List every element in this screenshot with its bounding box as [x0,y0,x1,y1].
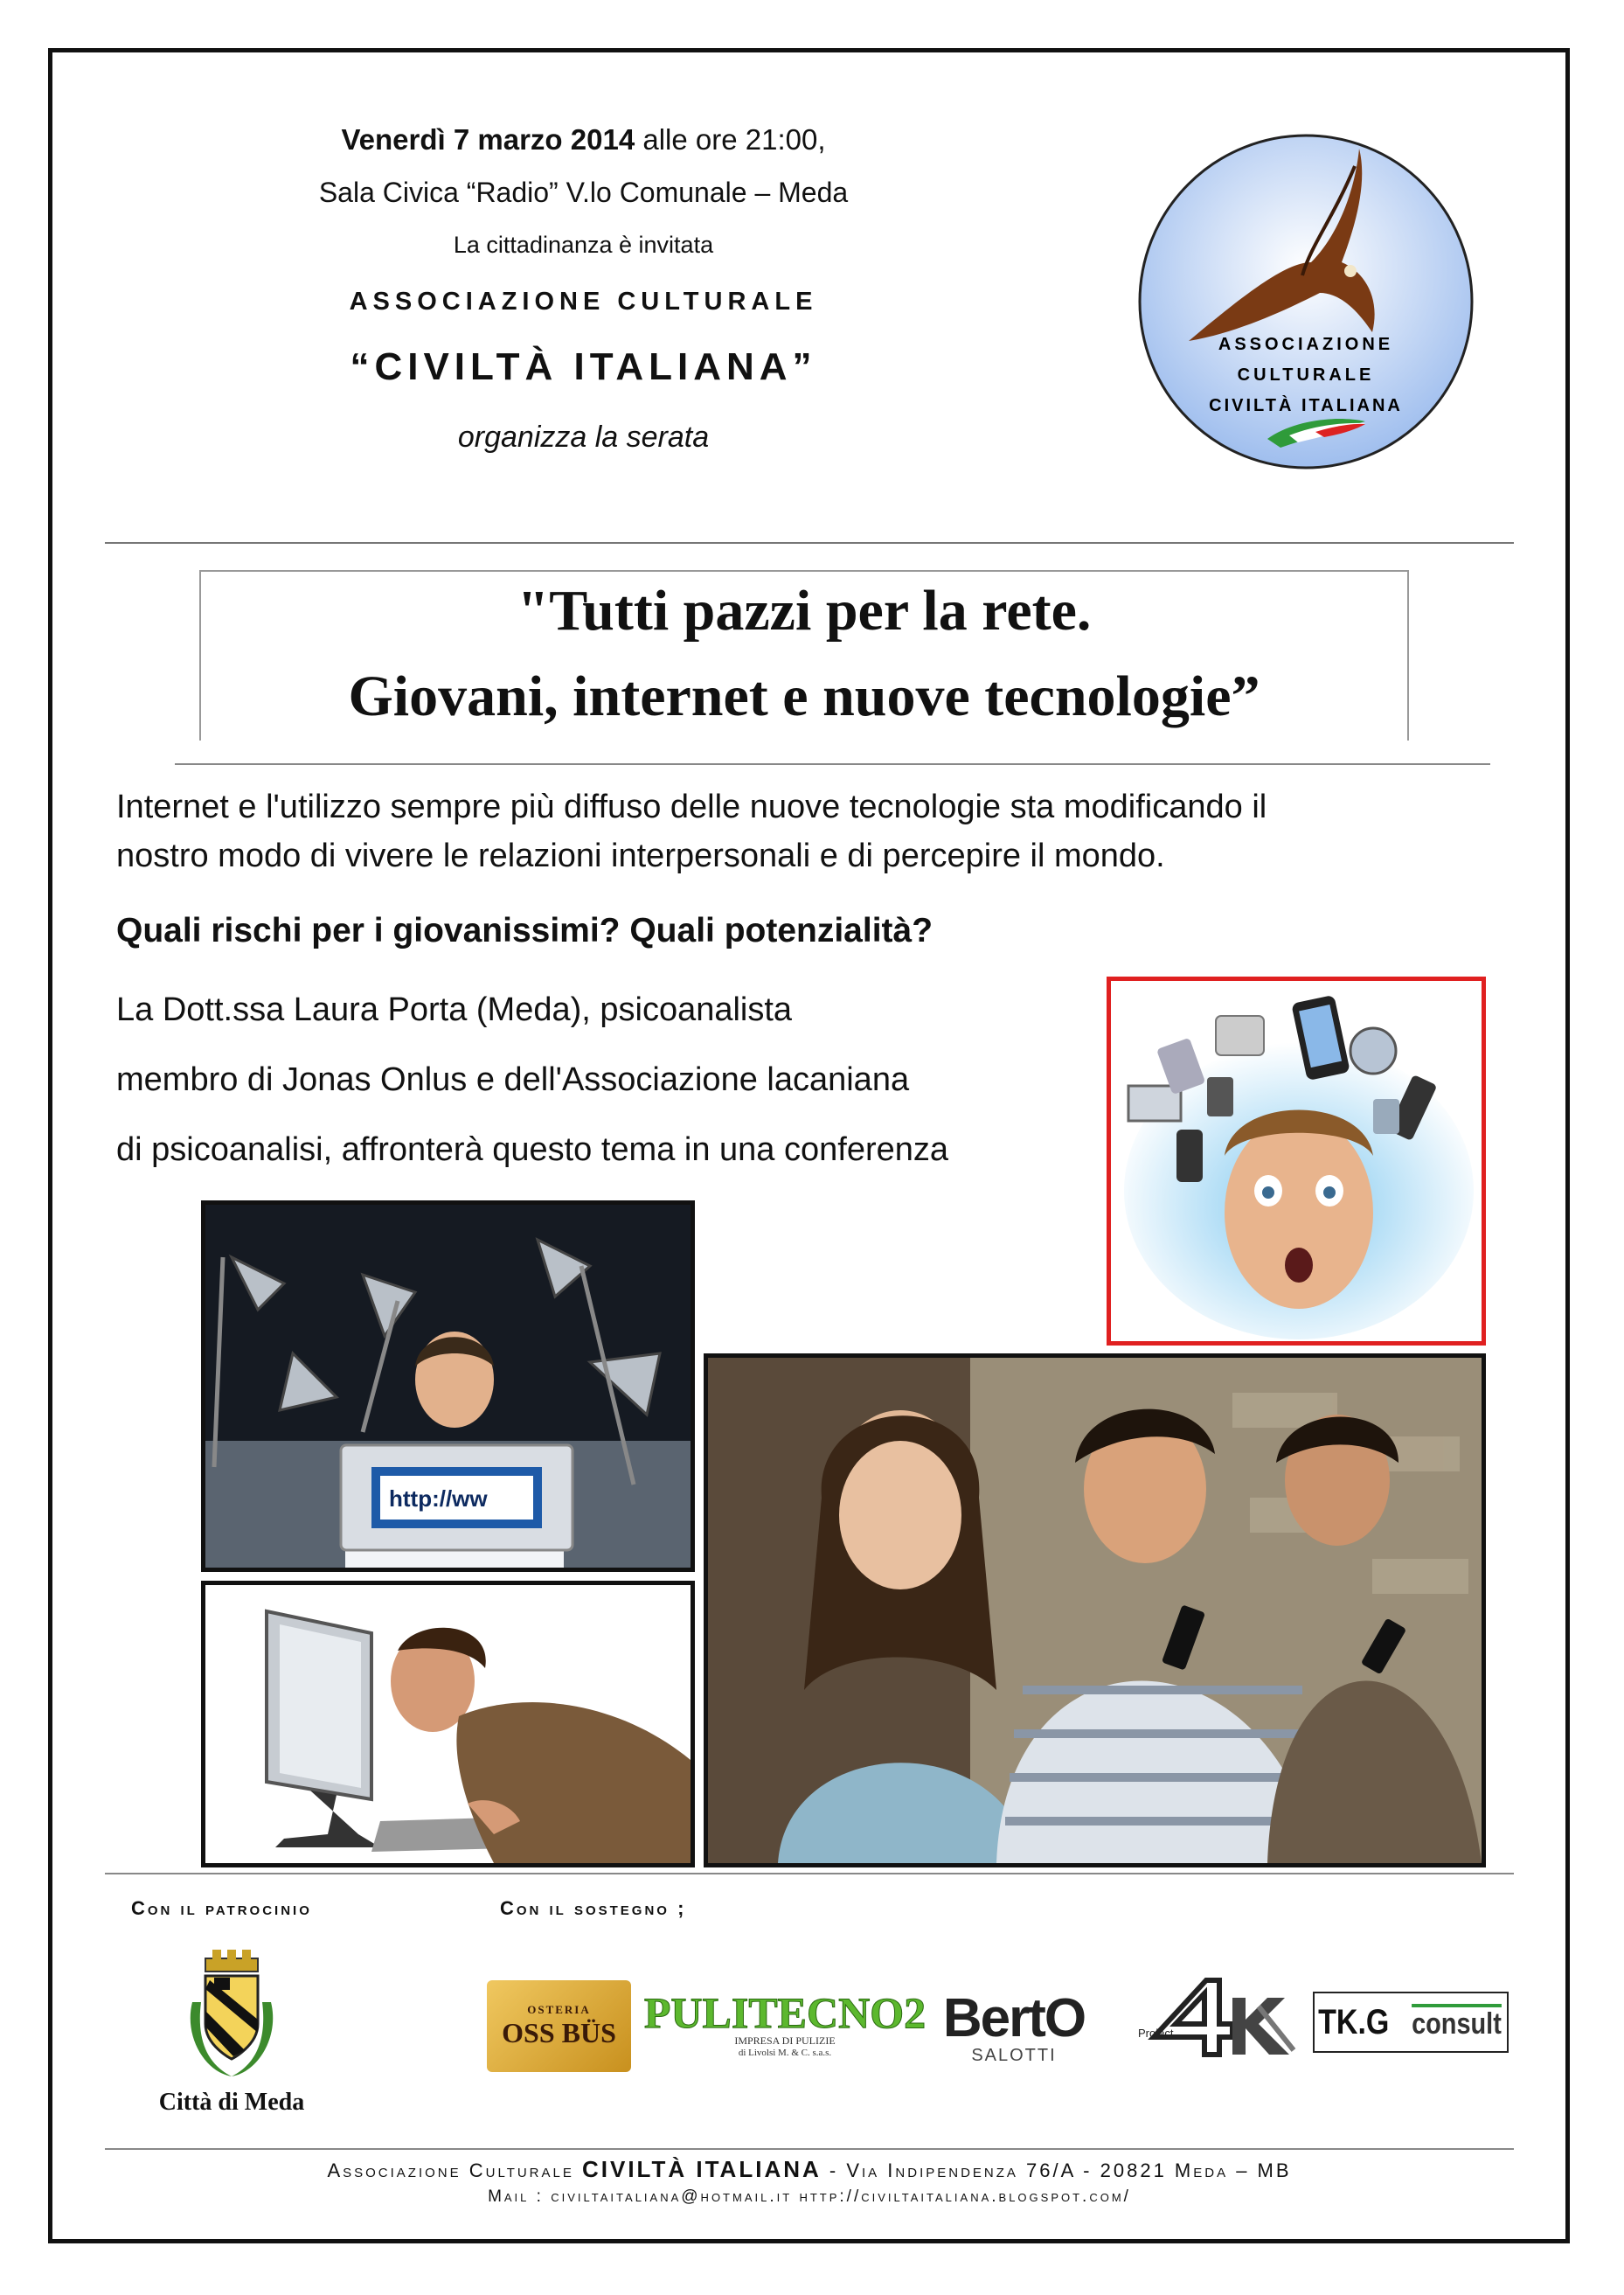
pulitecno-sub2: di Livolsi M. & C. s.a.s. [738,2047,832,2058]
laptop-man-illustration-icon [205,1205,691,1568]
event-header [219,114,948,472]
footer-address [105,2155,1514,2185]
footer [105,2155,1514,2209]
sponsor-tkg-consult [1313,1992,1509,2053]
footer-assoc-name: CIVILTÀ ITALIANA [581,2156,822,2182]
speaker-text [116,975,1104,1185]
badge-line1: ASSOCIAZIONE [1218,335,1394,354]
divider-footer [105,2148,1514,2150]
sponsor-berto [927,1985,1101,2072]
event-date: Venerdì 7 marzo 2014 alle ore 21:00, [341,123,826,156]
divider-title [175,763,1490,765]
footer-address-text: - Via Indipendenza 76/A - 20821 Meda – MB [821,2159,1292,2181]
oss-bus-top: OSTERIA [527,2003,591,2016]
badge-line3: CIVILTÀ ITALIANA [1209,396,1403,415]
question-text: Quali rischi per i giovanissimi? Quali potenzialità? [116,912,933,949]
speaker-line3: di psicoanalisi, affronterà questo tema in una conferenza [116,1131,949,1168]
oss-bus-name: OSS BÜS [502,2017,616,2048]
project-4k-logo-icon [1136,1972,1298,2059]
speaker-line2: membro di Jonas Onlus e dell'Associazione lacaniana [116,1061,910,1098]
badge-line2: CULTURALE [1237,365,1375,385]
city-name: Città di Meda [158,2089,305,2116]
berto-sub: SALOTTI [971,2045,1057,2065]
photo-teens-phones [704,1353,1486,1867]
event-venue: Sala Civica “Radio” V.lo Comunale – Meda [318,177,849,208]
eagle-badge-icon [1136,131,1475,472]
pulitecno-sub1: IMPRESA DI PULIZIE [734,2034,836,2047]
title-box [199,570,1409,741]
sponsor-pulitecno [643,1980,927,2068]
title-line2: Giovani, internet e nuove tecnologie” [348,664,1260,728]
gadgets-illustration-icon [1111,981,1482,1341]
computer-man-illustration-icon [205,1585,691,1863]
association-badge [1136,131,1475,472]
title-line1: "Tutti pazzi per la rete. [517,579,1092,643]
support-label: Con il sostegno ; [500,1897,687,1919]
sponsor-oss-bus [487,1980,631,2072]
pulitecno-name: PULITECNO2 [643,1987,927,2037]
patronage-label: Con il patrocinio [131,1897,312,1919]
association-name: “CIVILTÀ ITALIANA” [350,345,817,388]
teens-phones-illustration-icon [708,1358,1482,1863]
invite-text: La cittadinanza è invitata [453,232,714,258]
association-label: ASSOCIAZIONE CULTURALE [349,288,818,316]
intro-line2: nostro modo di vivere le relazioni interpersonali e di percepire il mondo. [116,838,1165,874]
berto-name: BertO [942,1987,1086,2048]
photo-gadgets-head [1107,977,1486,1346]
intro-line1: Internet e l'utilizzo sempre più diffuso delle nuove tecnologie sta modificando il [116,789,1267,825]
sponsor-project-4k [1136,1972,1298,2059]
photo-computer-stare [201,1581,695,1867]
organizes-text: organizza la serata [457,421,710,454]
laptop-screen-text: http://ww [389,1485,488,1512]
city-crest [144,1950,319,2133]
coat-of-arms-icon [179,1950,284,2081]
speaker-line1: La Dott.ssa Laura Porta (Meda), psicoanalista [116,991,793,1028]
tkg-consult: consult [1412,2004,1502,2041]
footer-contact: Mail : civiltaitaliana@hotmail.it http://civiltaitaliana.blogspot.com/ [488,2187,1131,2206]
divider-top [105,542,1514,544]
tkg-name: TK.G [1317,2002,1390,2041]
intro-text [116,782,1515,880]
footer-assoc-prefix: Associazione Culturale [327,2159,582,2181]
photo-laptop-lamps [201,1200,695,1572]
project-label: Project [1138,2027,1174,2040]
divider-sponsors [105,1873,1514,1874]
